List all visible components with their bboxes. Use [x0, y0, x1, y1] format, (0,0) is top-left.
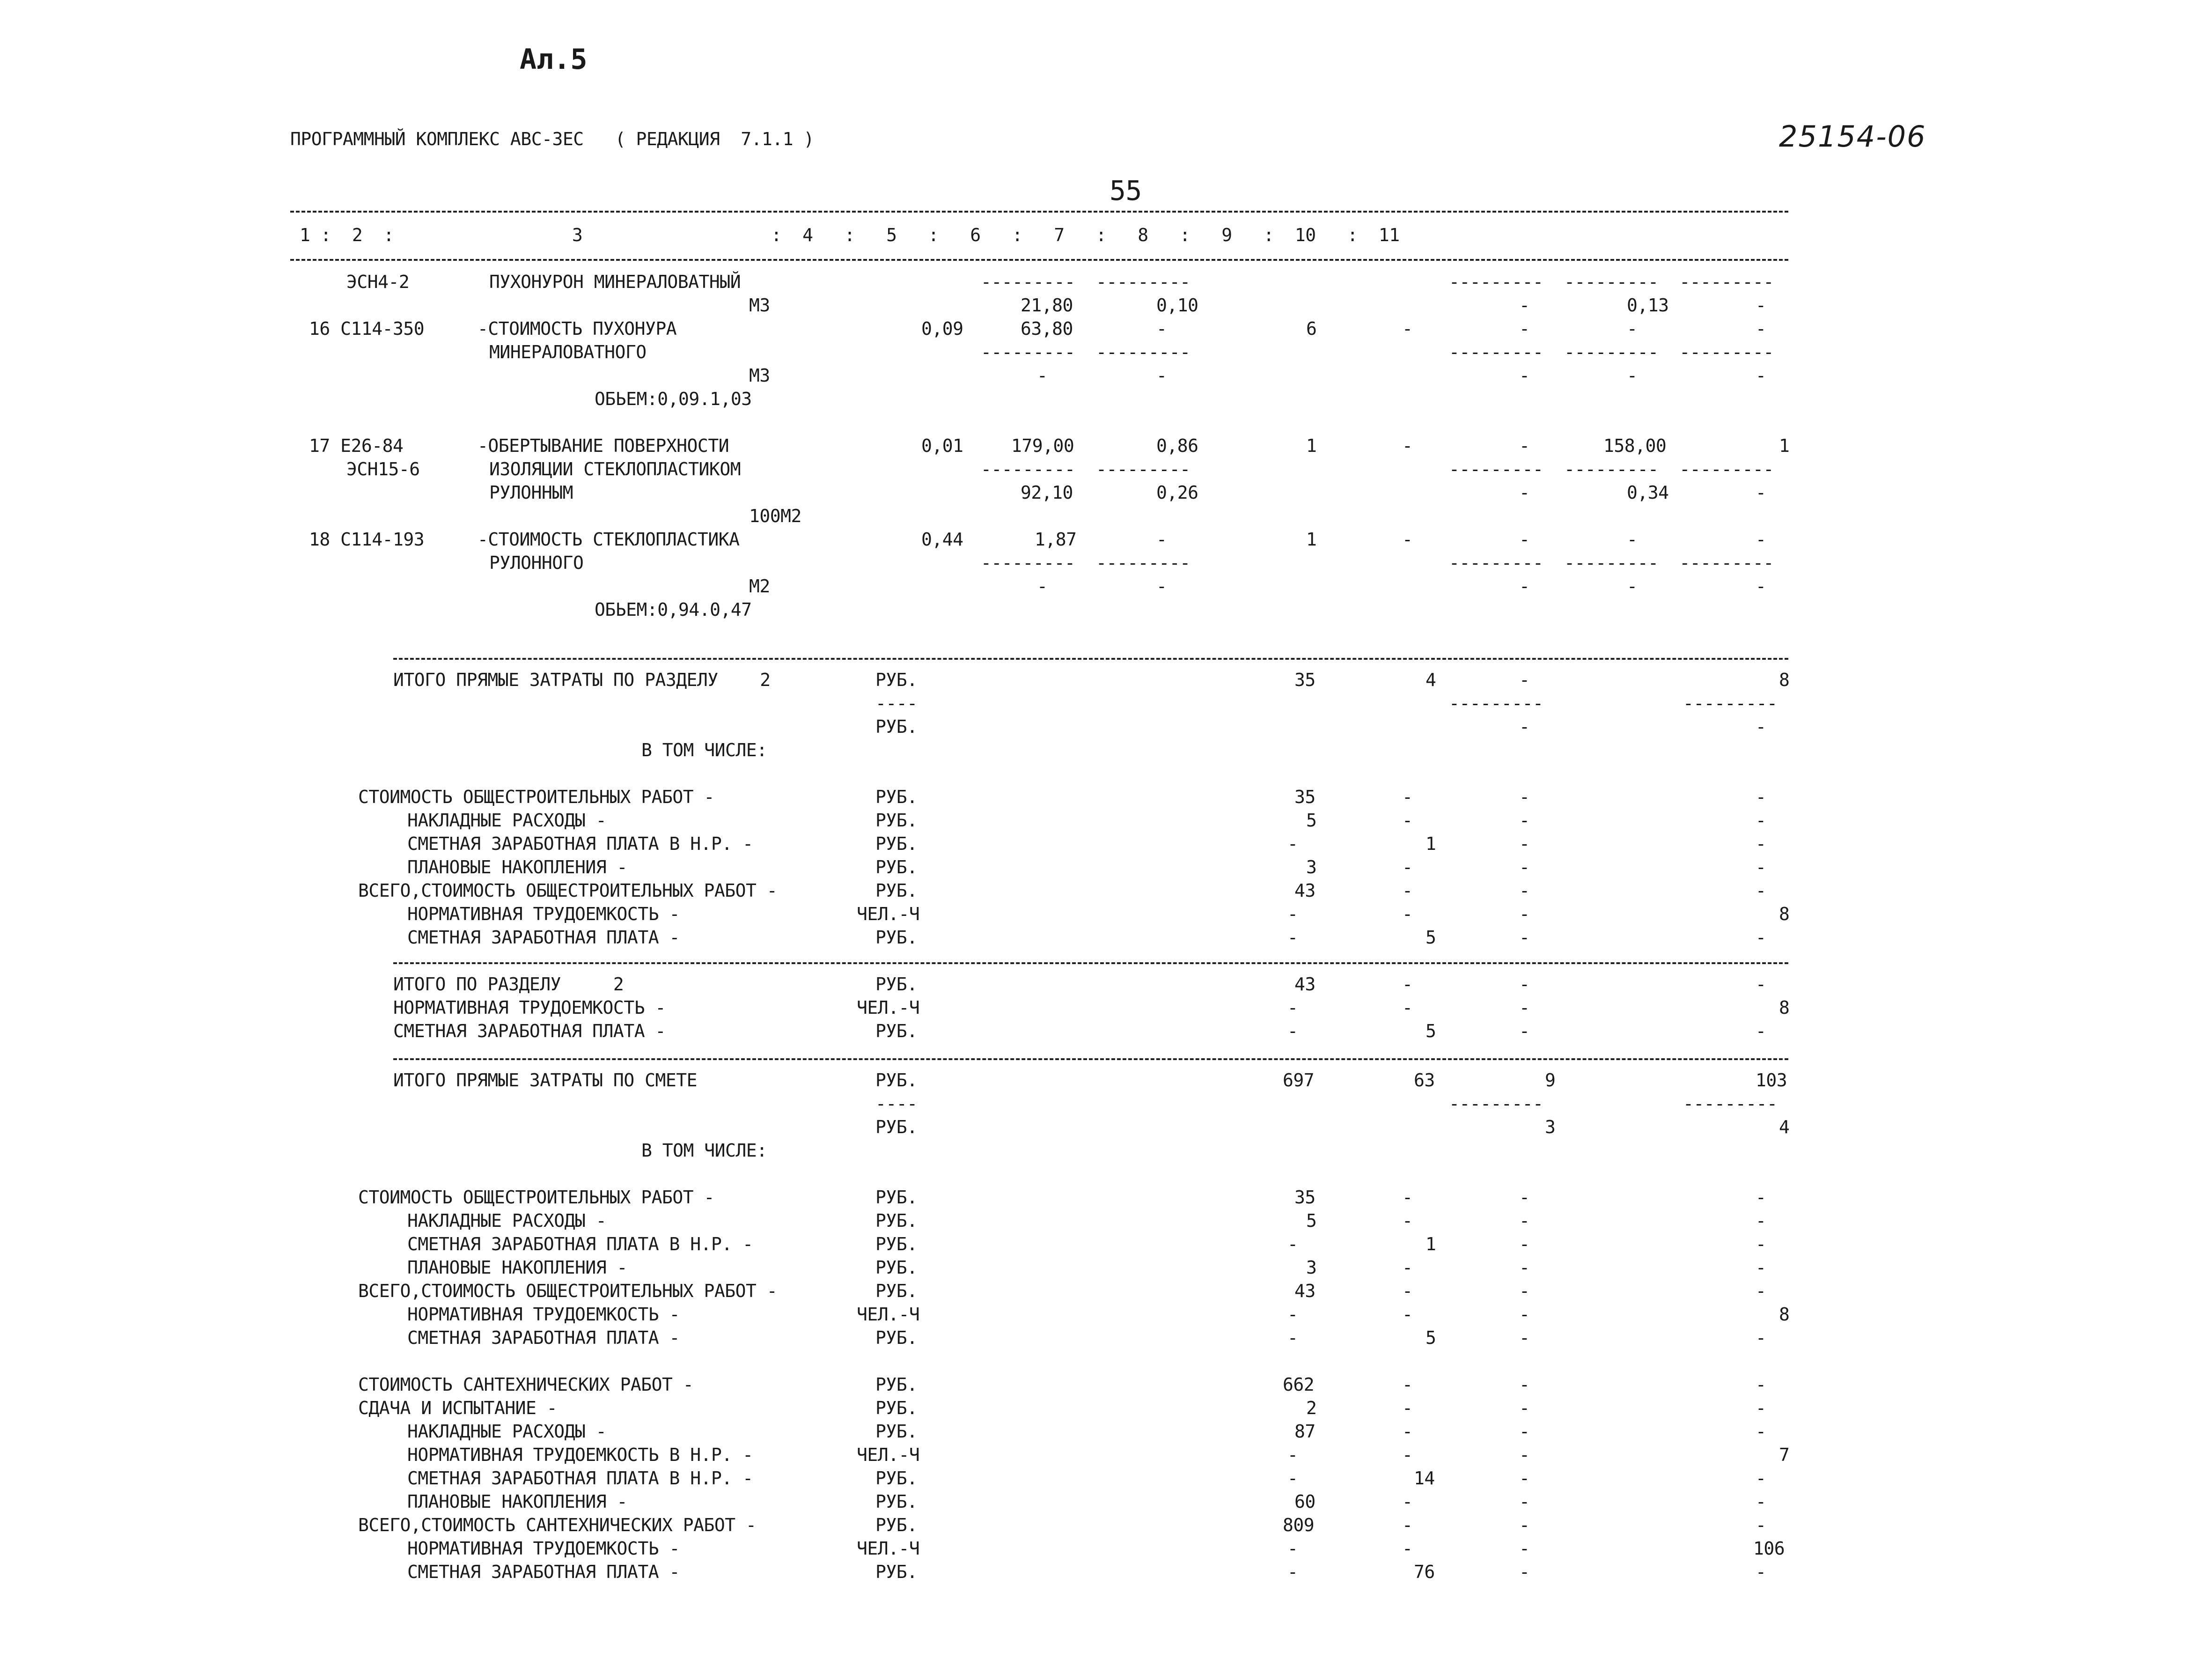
- line: НАКЛАДНЫЕ РАСХОДЫ -: [407, 1421, 607, 1442]
- line: 16 С114-350: [309, 318, 425, 339]
- line: -: [1287, 1468, 1298, 1489]
- line: ИЗОЛЯЦИИ СТЕКЛОПЛАСТИКОМ: [489, 459, 741, 479]
- line: -: [1156, 529, 1167, 550]
- line: М3: [749, 295, 770, 316]
- line: 0,01: [921, 435, 963, 456]
- line: -: [1519, 1515, 1530, 1535]
- line: ВСЕГО,СТОИМОСТЬ ОБЩЕСТРОИТЕЛЬНЫХ РАБОТ -: [358, 1281, 778, 1301]
- line: -: [1287, 1538, 1298, 1559]
- line: 1,87: [1035, 529, 1077, 550]
- line: -: [1756, 927, 1766, 948]
- line: ПЛАНОВЫЕ НАКОПЛЕНИЯ -: [407, 1257, 627, 1278]
- line: -: [1756, 1327, 1766, 1348]
- line: -: [1519, 1445, 1530, 1465]
- line: РУБ.: [875, 857, 918, 877]
- line: СТОИМОСТЬ САНТЕХНИЧЕСКИХ РАБОТ -: [358, 1374, 694, 1395]
- document-number: 25154-06: [1779, 119, 1926, 154]
- line: -: [1402, 1445, 1413, 1465]
- line: -: [1756, 1021, 1766, 1041]
- line: -: [1519, 1281, 1530, 1301]
- line: -: [1519, 435, 1530, 456]
- line: 8: [1779, 670, 1790, 690]
- line: СМЕТНАЯ ЗАРАБОТНАЯ ПЛАТА -: [407, 1327, 680, 1348]
- line: РУБ.: [875, 1234, 918, 1254]
- line: -: [1756, 529, 1766, 550]
- line: 9: [1545, 1070, 1556, 1091]
- line: -: [1756, 1491, 1766, 1512]
- line: РУБ.: [875, 1187, 918, 1208]
- line: ПУХОНУРОН МИНЕРАЛОВАТНЫЙ: [489, 272, 741, 292]
- line: -: [1402, 318, 1413, 339]
- column-header: 1 : 2 : 3 : 4 : 5 : 6 : 7 : 8 : 9 : 10 : 11: [300, 225, 1400, 245]
- line: -: [1402, 529, 1413, 550]
- line: М3: [749, 365, 770, 386]
- line: -: [1519, 927, 1530, 948]
- line: ЧЕЛ.-Ч: [857, 1445, 920, 1465]
- line: РУБ.: [875, 1491, 918, 1512]
- line: -: [1756, 1210, 1766, 1231]
- line: -: [1756, 810, 1766, 831]
- line: ЭСН15-6: [346, 459, 420, 479]
- line: 92,10: [1021, 482, 1073, 503]
- line: -: [1519, 1538, 1530, 1559]
- line: 1: [1779, 435, 1790, 456]
- line: СМЕТНАЯ ЗАРАБОТНАЯ ПЛАТА В Н.Р. -: [407, 833, 753, 854]
- line: -: [1287, 904, 1298, 924]
- line: НОРМАТИВНАЯ ТРУДОЕМКОСТЬ -: [407, 1538, 680, 1559]
- line: -: [1287, 1304, 1298, 1325]
- line: 8: [1779, 1304, 1790, 1325]
- line: --------- --------- ---------: [1449, 272, 1774, 292]
- line: -: [1402, 1304, 1413, 1325]
- line: 100М2: [749, 506, 801, 526]
- line: РУБ.: [875, 1327, 918, 1348]
- line: РУБ.: [875, 927, 918, 948]
- line: ОБЬЕМ:0,94.0,47: [595, 599, 752, 620]
- line: РУБ.: [875, 1421, 918, 1442]
- line: -: [1519, 1374, 1530, 1395]
- line: НАКЛАДНЫЕ РАСХОДЫ -: [407, 1210, 607, 1231]
- line: 5: [1306, 810, 1317, 831]
- line: СТОИМОСТЬ ОБЩЕСТРОИТЕЛЬНЫХ РАБОТ -: [358, 1187, 714, 1208]
- line: -: [1402, 1187, 1413, 1208]
- line: 1: [1426, 1234, 1436, 1254]
- line: -: [1519, 1304, 1530, 1325]
- line: РУБ.: [875, 974, 918, 995]
- line: РУБ.: [875, 670, 918, 690]
- line: 4: [1779, 1117, 1790, 1137]
- line: РУБ.: [875, 1562, 918, 1582]
- line: --------- ---------: [981, 553, 1191, 573]
- line: --------- ---------: [981, 272, 1191, 292]
- line: -: [1402, 904, 1413, 924]
- section-rule: [393, 658, 1788, 660]
- line: В ТОМ ЧИСЛЕ:: [641, 740, 767, 760]
- line: 158,00: [1603, 435, 1667, 456]
- line: -: [1756, 1421, 1766, 1442]
- line: --------- ---------: [981, 459, 1191, 479]
- line: РУБ.: [875, 1468, 918, 1489]
- line: -: [1627, 576, 1638, 597]
- line: НОРМАТИВНАЯ ТРУДОЕМКОСТЬ -: [407, 904, 680, 924]
- line: -: [1519, 295, 1530, 316]
- line: -: [1756, 295, 1766, 316]
- line: -: [1402, 1374, 1413, 1395]
- line: -: [1519, 670, 1530, 690]
- line: -: [1519, 1421, 1530, 1442]
- line: ЭСН4-2: [346, 272, 410, 292]
- line: РУБ.: [875, 1374, 918, 1395]
- line: -: [1627, 529, 1638, 550]
- line: -: [1519, 904, 1530, 924]
- line: 8: [1779, 904, 1790, 924]
- line: РУБ.: [875, 1117, 918, 1137]
- page-number: 55: [1110, 175, 1142, 206]
- line: 35: [1294, 1187, 1315, 1208]
- line: 5: [1426, 927, 1436, 948]
- line: -: [1756, 1187, 1766, 1208]
- line: РУБ.: [875, 1515, 918, 1535]
- line: -: [1402, 974, 1413, 995]
- line: М2: [749, 576, 770, 597]
- line: РУЛОННЫМ: [489, 482, 573, 503]
- line: ПЛАНОВЫЕ НАКОПЛЕНИЯ -: [407, 1491, 627, 1512]
- line: РУЛОННОГО: [489, 553, 584, 573]
- line: -СТОИМОСТЬ СТЕКЛОПЛАСТИКА: [478, 529, 740, 550]
- line: -: [1519, 529, 1530, 550]
- line: -: [1519, 482, 1530, 503]
- line: -СТОИМОСТЬ ПУХОНУРА: [478, 318, 677, 339]
- line: -: [1756, 1281, 1766, 1301]
- line: -: [1756, 716, 1766, 737]
- line: -: [1402, 1491, 1413, 1512]
- line: ЧЕЛ.-Ч: [857, 1538, 920, 1559]
- line: -: [1519, 1327, 1530, 1348]
- line: РУБ.: [875, 716, 918, 737]
- line: --------- --------- ---------: [1449, 553, 1774, 573]
- line: 106: [1753, 1538, 1785, 1559]
- line: ---------: [1683, 693, 1778, 714]
- line: 76: [1414, 1562, 1435, 1582]
- line: -: [1519, 810, 1530, 831]
- line: ОБЬЕМ:0,09.1,03: [595, 389, 752, 409]
- line: 809: [1283, 1515, 1315, 1535]
- line: 6: [1306, 318, 1317, 339]
- line: 43: [1294, 1281, 1315, 1301]
- line: 21,80: [1021, 295, 1073, 316]
- line: -: [1402, 1210, 1413, 1231]
- line: -: [1402, 810, 1413, 831]
- line: ЧЕЛ.-Ч: [857, 904, 920, 924]
- sheet-label: Ал.5: [520, 43, 588, 76]
- program-header: ПРОГРАММНЫЙ КОМПЛЕКС АВС-3ЕС ( РЕДАКЦИЯ 7.1.1 ): [290, 129, 814, 149]
- line: -: [1519, 880, 1530, 901]
- line: -: [1519, 1021, 1530, 1041]
- section-rule: [393, 962, 1788, 964]
- line: -: [1519, 833, 1530, 854]
- line: -: [1037, 365, 1048, 386]
- line: -: [1756, 482, 1766, 503]
- line: ИТОГО ПО РАЗДЕЛУ 2: [393, 974, 624, 995]
- line: -: [1519, 974, 1530, 995]
- line: 0,86: [1156, 435, 1198, 456]
- line: РУБ.: [875, 1257, 918, 1278]
- line: СМЕТНАЯ ЗАРАБОТНАЯ ПЛАТА -: [407, 1562, 680, 1582]
- line: -: [1519, 365, 1530, 386]
- line: -: [1287, 927, 1298, 948]
- line: СТОИМОСТЬ ОБЩЕСТРОИТЕЛЬНЫХ РАБОТ -: [358, 787, 714, 807]
- section-rule: [393, 1058, 1788, 1060]
- line: -: [1287, 1021, 1298, 1041]
- line: -: [1287, 1234, 1298, 1254]
- line: 0,26: [1156, 482, 1198, 503]
- line: НОРМАТИВНАЯ ТРУДОЕМКОСТЬ В Н.Р. -: [407, 1445, 753, 1465]
- line: -: [1519, 1491, 1530, 1512]
- line: СМЕТНАЯ ЗАРАБОТНАЯ ПЛАТА -: [393, 1021, 666, 1041]
- line: -: [1402, 435, 1413, 456]
- line: 4: [1426, 670, 1436, 690]
- line: -: [1756, 318, 1766, 339]
- line: -: [1756, 857, 1766, 877]
- line: -: [1519, 1398, 1530, 1418]
- line: -: [1756, 365, 1766, 386]
- line: 697: [1283, 1070, 1315, 1091]
- line: 103: [1756, 1070, 1787, 1091]
- line: -ОБЕРТЫВАНИЕ ПОВЕРХНОСТИ: [478, 435, 729, 456]
- line: 17 Е26-84: [309, 435, 404, 456]
- line: -: [1627, 365, 1638, 386]
- line: -: [1519, 716, 1530, 737]
- header-bottom-rule: [290, 259, 1788, 261]
- line: ----: [875, 1093, 918, 1114]
- line: ЧЕЛ.-Ч: [857, 1304, 920, 1325]
- line: 14: [1414, 1468, 1435, 1489]
- line: 3: [1306, 1257, 1317, 1278]
- line: -: [1756, 1468, 1766, 1489]
- line: 35: [1294, 787, 1315, 807]
- line: -: [1519, 576, 1530, 597]
- line: -: [1756, 1398, 1766, 1418]
- line: -: [1402, 1257, 1413, 1278]
- line: ВСЕГО,СТОИМОСТЬ ОБЩЕСТРОИТЕЛЬНЫХ РАБОТ -: [358, 880, 778, 901]
- line: 179,00: [1011, 435, 1074, 456]
- line: 7: [1779, 1445, 1790, 1465]
- line: СМЕТНАЯ ЗАРАБОТНАЯ ПЛАТА В Н.Р. -: [407, 1234, 753, 1254]
- line: -: [1756, 1515, 1766, 1535]
- line: -: [1156, 365, 1167, 386]
- line: 0,34: [1627, 482, 1669, 503]
- line: 1: [1306, 529, 1317, 550]
- line: -: [1756, 833, 1766, 854]
- line: 87: [1294, 1421, 1315, 1442]
- line: --------- --------- ---------: [1449, 459, 1774, 479]
- line: 43: [1294, 880, 1315, 901]
- line: -: [1519, 318, 1530, 339]
- line: -: [1519, 997, 1530, 1018]
- line: -: [1402, 857, 1413, 877]
- line: -: [1756, 974, 1766, 995]
- line: -: [1402, 1281, 1413, 1301]
- line: РУБ.: [875, 1021, 918, 1041]
- line: ИТОГО ПРЯМЫЕ ЗАТРАТЫ ПО РАЗДЕЛУ 2: [393, 670, 771, 690]
- line: -: [1156, 318, 1167, 339]
- line: 1: [1426, 833, 1436, 854]
- line: НОРМАТИВНАЯ ТРУДОЕМКОСТЬ -: [407, 1304, 680, 1325]
- line: -: [1402, 997, 1413, 1018]
- line: -: [1756, 1562, 1766, 1582]
- line: РУБ.: [875, 833, 918, 854]
- line: 5: [1426, 1327, 1436, 1348]
- line: -: [1756, 576, 1766, 597]
- line: -: [1519, 1187, 1530, 1208]
- line: -: [1756, 880, 1766, 901]
- line: -: [1519, 1210, 1530, 1231]
- line: 5: [1306, 1210, 1317, 1231]
- line: НОРМАТИВНАЯ ТРУДОЕМКОСТЬ -: [393, 997, 666, 1018]
- line: РУБ.: [875, 880, 918, 901]
- line: РУБ.: [875, 1281, 918, 1301]
- line: -: [1037, 576, 1048, 597]
- line: РУБ.: [875, 810, 918, 831]
- line: ЧЕЛ.-Ч: [857, 997, 920, 1018]
- line: 0,13: [1627, 295, 1669, 316]
- line: 3: [1306, 857, 1317, 877]
- line: -: [1287, 997, 1298, 1018]
- line: ----: [875, 693, 918, 714]
- line: -: [1519, 1257, 1530, 1278]
- line: -: [1519, 857, 1530, 877]
- line: ---------: [1449, 1093, 1543, 1114]
- line: -: [1402, 1421, 1413, 1442]
- line: СМЕТНАЯ ЗАРАБОТНАЯ ПЛАТА В Н.Р. -: [407, 1468, 753, 1489]
- line: -: [1287, 833, 1298, 854]
- line: ---------: [1683, 1093, 1778, 1114]
- line: -: [1756, 1234, 1766, 1254]
- line: РУБ.: [875, 1398, 918, 1418]
- line: 0,10: [1156, 295, 1198, 316]
- line: СМЕТНАЯ ЗАРАБОТНАЯ ПЛАТА -: [407, 927, 680, 948]
- line: 60: [1294, 1491, 1315, 1512]
- line: -: [1402, 1538, 1413, 1559]
- line: РУБ.: [875, 1210, 918, 1231]
- line: 43: [1294, 974, 1315, 995]
- line: -: [1627, 318, 1638, 339]
- line: -: [1287, 1562, 1298, 1582]
- line: -: [1402, 787, 1413, 807]
- line: ПЛАНОВЫЕ НАКОПЛЕНИЯ -: [407, 857, 627, 877]
- line: -: [1519, 1234, 1530, 1254]
- line: -: [1756, 787, 1766, 807]
- line: -: [1287, 1327, 1298, 1348]
- line: --------- --------- ---------: [1449, 342, 1774, 362]
- line: -: [1402, 880, 1413, 901]
- line: НАКЛАДНЫЕ РАСХОДЫ -: [407, 810, 607, 831]
- line: -: [1756, 1257, 1766, 1278]
- line: -: [1287, 1445, 1298, 1465]
- line: 0,44: [921, 529, 963, 550]
- line: --------- ---------: [981, 342, 1191, 362]
- line: -: [1156, 576, 1167, 597]
- line: -: [1402, 1515, 1413, 1535]
- line: 63,80: [1021, 318, 1073, 339]
- line: 2: [1306, 1398, 1317, 1418]
- line: 35: [1294, 670, 1315, 690]
- header-top-rule: [290, 211, 1788, 213]
- line: 3: [1545, 1117, 1556, 1137]
- line: ---------: [1449, 693, 1543, 714]
- line: 63: [1414, 1070, 1435, 1091]
- line: СДАЧА И ИСПЫТАНИЕ -: [358, 1398, 558, 1418]
- line: МИНЕРАЛОВАТНОГО: [489, 342, 647, 362]
- line: ИТОГО ПРЯМЫЕ ЗАТРАТЫ ПО СМЕТЕ: [393, 1070, 697, 1091]
- line: В ТОМ ЧИСЛЕ:: [641, 1140, 767, 1161]
- line: -: [1756, 1374, 1766, 1395]
- line: -: [1519, 1562, 1530, 1582]
- line: 1: [1306, 435, 1317, 456]
- line: 18 С114-193: [309, 529, 425, 550]
- line: 0,09: [921, 318, 963, 339]
- line: РУБ.: [875, 1070, 918, 1091]
- line: РУБ.: [875, 787, 918, 807]
- line: 8: [1779, 997, 1790, 1018]
- line: ВСЕГО,СТОИМОСТЬ САНТЕХНИЧЕСКИХ РАБОТ -: [358, 1515, 757, 1535]
- line: 662: [1283, 1374, 1315, 1395]
- line: -: [1519, 1468, 1530, 1489]
- line: -: [1402, 1398, 1413, 1418]
- line: -: [1519, 787, 1530, 807]
- line: 5: [1426, 1021, 1436, 1041]
